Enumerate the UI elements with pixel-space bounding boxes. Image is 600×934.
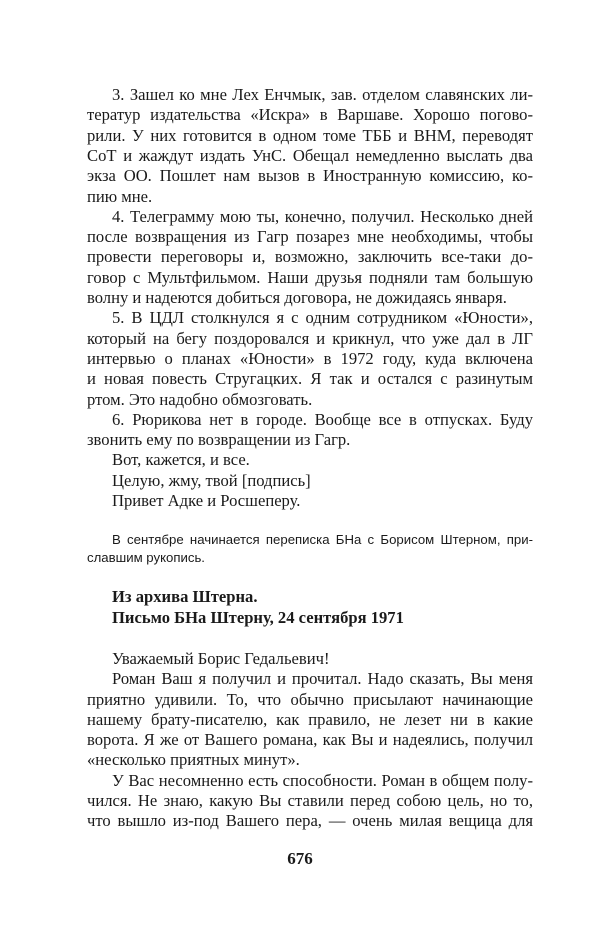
text-line: и новая повесть Стругацких. Я так и остался с разинутым <box>87 369 533 388</box>
text-line: рили. У них готовится в одном томе ТББ и ВНМ, переводят <box>87 126 533 145</box>
text-line: говор с Мультфильмом. Наши друзья подняли там большую <box>87 268 533 287</box>
letter-text-line: чился. Не знаю, какую Вы ставили перед собою цель, но то, <box>87 791 533 810</box>
text-line: 4. Телеграмму мою ты, конечно, получил. Несколько дней <box>112 207 533 226</box>
text-line: волну и надеются добиться договора, не дожидаясь января. <box>87 288 507 307</box>
text-line: Привет Адке и Росшеперу. <box>112 491 301 510</box>
text-line: после возвращения из Гагр позарез мне необходимы, чтобы <box>87 227 533 246</box>
text-line: экза ОО. Пошлет нам вызов в Иностранную комиссию, ко- <box>87 166 533 185</box>
letter-text-line: что вышло из-под Вашего пера, — очень милая вещица для <box>87 811 533 830</box>
text-line: тератур издательства «Искра» в Варшаве. Хорошо погово- <box>87 105 533 124</box>
letter-text-line: нашему брату-писателю, как правило, не лезет ни в какие <box>87 710 533 729</box>
section-heading-line: Письмо БНа Штерну, 24 сентября 1971 <box>112 607 404 627</box>
text-line: Вот, кажется, и все. <box>112 450 250 469</box>
section-heading-line: Из архива Штерна. <box>112 587 258 606</box>
text-line: интервью о планах «Юности» в 1972 году, куда включена <box>87 349 533 368</box>
letter-text-line: У Вас несомненно есть способности. Роман в общем полу- <box>112 771 533 790</box>
editorial-note-line: В сентябре начинается переписка БНа с Борисом Штерном, при- <box>112 532 533 547</box>
text-line: пию мне. <box>87 187 153 206</box>
text-line: 5. В ЦДЛ столкнулся я с одним сотрудником «Юности», <box>112 308 533 327</box>
text-line: ртом. Это надобно обмозговать. <box>87 390 313 409</box>
letter-text-line: ворота. Я же от Вашего романа, как Вы и надеялись, получил <box>87 730 533 749</box>
letter-text-line: Роман Ваш я получил и прочитал. Надо сказать, Вы меня <box>112 669 533 688</box>
letter-text-line: «несколько приятных минут». <box>87 750 300 769</box>
letter-text-line: приятно удивили. То, что обычно присылают начинающие <box>87 690 533 709</box>
text-line: 6. Рюрикова нет в городе. Вообще все в отпусках. Буду <box>112 410 533 429</box>
text-line: СоТ и жаждут издать УнС. Обещал немедленно выслать два <box>87 146 533 165</box>
editorial-note-line: славшим рукопись. <box>87 549 205 565</box>
text-line: провести переговоры и, возможно, заключить все-таки до- <box>87 247 533 266</box>
text-line: 3. Зашел ко мне Лех Енчмык, зав. отделом славянских ли- <box>112 85 533 104</box>
letter-text-line: Уважаемый Борис Гедальевич! <box>112 649 330 668</box>
text-line: Целую, жму, твой [подпись] <box>112 471 311 490</box>
text-line: звонить ему по возвращении из Гагр. <box>87 430 351 449</box>
text-line: который на бегу поздоровался и крикнул, что уже дал в ЛГ <box>87 329 533 348</box>
page-number: 676 <box>287 849 313 868</box>
